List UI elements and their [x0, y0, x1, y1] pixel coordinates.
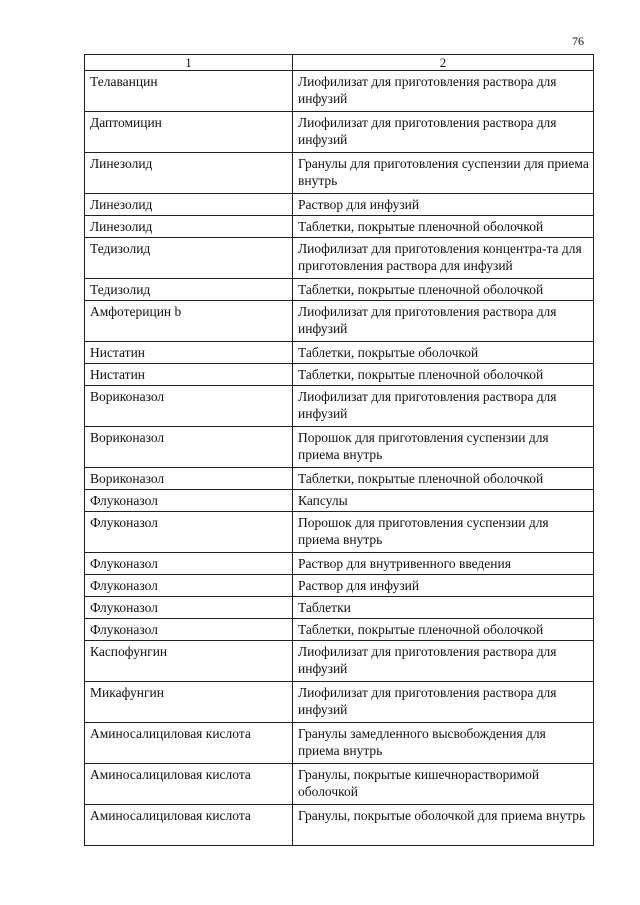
table-row — [85, 342, 594, 364]
table-row — [85, 468, 594, 490]
dosage-form-cell: Таблетки — [293, 597, 594, 619]
header-row — [85, 55, 594, 71]
dosage-form-cell: Порошок для приготовления суспензии для приема внутрь — [293, 427, 594, 468]
table-row — [85, 112, 594, 153]
page-number: 76 — [572, 34, 584, 48]
drug-name-cell: Амфотерицин b — [85, 301, 293, 342]
table-row — [85, 575, 594, 597]
table-row — [85, 427, 594, 468]
table-row — [85, 682, 594, 723]
table-row — [85, 764, 594, 805]
table-row — [85, 386, 594, 427]
dosage-form-cell: Капсулы — [293, 490, 594, 512]
dosage-form-cell: Таблетки, покрытые пленочной оболочкой — [293, 619, 594, 641]
drug-name-cell: Вориконазол — [85, 427, 293, 468]
dosage-form-cell: Таблетки, покрытые пленочной оболочкой — [293, 468, 594, 490]
dosage-form-cell: Таблетки, покрытые пленочной оболочкой — [293, 216, 594, 238]
dosage-form-cell: Раствор для инфузий — [293, 575, 594, 597]
drug-name-cell: Линезолид — [85, 216, 293, 238]
drug-name-cell: Линезолид — [85, 194, 293, 216]
drug-name-cell: Аминосалициловая кислота — [85, 764, 293, 805]
dosage-form-cell: Таблетки, покрытые пленочной оболочкой — [293, 279, 594, 301]
table-row — [85, 153, 594, 194]
drug-name-cell: Линезолид — [85, 153, 293, 194]
drug-name-cell: Флуконазол — [85, 619, 293, 641]
dosage-form-cell: Таблетки, покрытые оболочкой — [293, 342, 594, 364]
column-header-1: 1 — [85, 55, 293, 71]
dosage-form-cell: Гранулы замедленного высвобождения для приема внутрь — [293, 723, 594, 764]
table-row — [85, 805, 594, 846]
drug-name-cell: Даптомицин — [85, 112, 293, 153]
dosage-form-cell: Лиофилизат для приготовления раствора для инфузий — [293, 386, 594, 427]
drug-name-cell: Нистатин — [85, 342, 293, 364]
dosage-form-cell: Лиофилизат для приготовления раствора для инфузий — [293, 112, 594, 153]
dosage-form-cell: Раствор для инфузий — [293, 194, 594, 216]
table-header — [85, 55, 594, 71]
dosage-form-cell: Лиофилизат для приготовления раствора для инфузий — [293, 682, 594, 723]
table-row — [85, 641, 594, 682]
table-row — [85, 723, 594, 764]
drug-name-cell: Тедизолид — [85, 238, 293, 279]
drug-name-cell: Флуконазол — [85, 512, 293, 553]
table-row — [85, 512, 594, 553]
dosage-form-cell: Таблетки, покрытые пленочной оболочкой — [293, 364, 594, 386]
table-row — [85, 490, 594, 512]
table-row — [85, 553, 594, 575]
table-row — [85, 597, 594, 619]
drug-name-cell: Каспофунгин — [85, 641, 293, 682]
table-body — [85, 71, 594, 846]
drug-name-cell: Вориконазол — [85, 468, 293, 490]
drug-name-cell: Флуконазол — [85, 597, 293, 619]
dosage-form-cell: Гранулы, покрытые оболочкой для приема внутрь — [293, 805, 594, 846]
dosage-form-cell: Лиофилизат для приготовления концентра-та для приготовления раствора для инфузий — [293, 238, 594, 279]
dosage-form-cell: Гранулы для приготовления суспензии для приема внутрь — [293, 153, 594, 194]
dosage-form-cell: Порошок для приготовления суспензии для приема внутрь — [293, 512, 594, 553]
drug-name-cell: Аминосалициловая кислота — [85, 723, 293, 764]
table-row — [85, 71, 594, 112]
drug-name-cell: Телаванцин — [85, 71, 293, 112]
table-row — [85, 364, 594, 386]
dosage-form-cell: Гранулы, покрытые кишечнорастворимой оболочкой — [293, 764, 594, 805]
drug-name-cell: Микафунгин — [85, 682, 293, 723]
drug-name-cell: Флуконазол — [85, 490, 293, 512]
table-row — [85, 301, 594, 342]
table-row — [85, 194, 594, 216]
table-row — [85, 238, 594, 279]
table-row — [85, 619, 594, 641]
drug-dosage-form-table — [84, 54, 594, 846]
dosage-form-cell: Лиофилизат для приготовления раствора для инфузий — [293, 301, 594, 342]
drug-name-cell: Вориконазол — [85, 386, 293, 427]
drug-name-cell: Флуконазол — [85, 553, 293, 575]
drug-name-cell: Тедизолид — [85, 279, 293, 301]
dosage-form-cell: Лиофилизат для приготовления раствора для инфузий — [293, 641, 594, 682]
dosage-form-cell: Раствор для внутривенного введения — [293, 553, 594, 575]
table-row — [85, 216, 594, 238]
drug-name-cell: Аминосалициловая кислота — [85, 805, 293, 846]
drug-name-cell: Флуконазол — [85, 575, 293, 597]
dosage-form-cell: Лиофилизат для приготовления раствора для инфузий — [293, 71, 594, 112]
table-row — [85, 279, 594, 301]
column-header-2: 2 — [293, 55, 594, 71]
drug-name-cell: Нистатин — [85, 364, 293, 386]
